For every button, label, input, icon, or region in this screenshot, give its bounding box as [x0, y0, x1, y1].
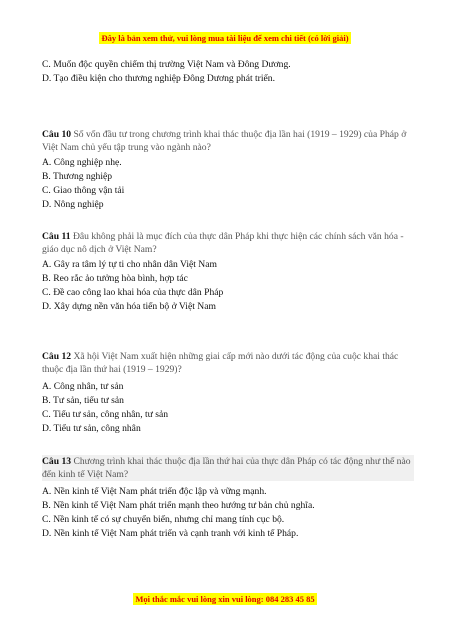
- question-number: Câu 11: [42, 231, 71, 242]
- question-text: Chương trình khai thác thuộc địa lần thứ hai của thực dân Pháp có tác động như thế nào đến kinh tế Việt Nam?: [42, 456, 411, 480]
- q12-option-d: D. Tiểu tư sản, công nhân: [42, 423, 141, 434]
- question-number: Câu 10: [42, 129, 72, 140]
- q10-option-b: B. Thương nghiệp: [42, 171, 113, 182]
- q11-option-d: D. Xây dựng nền văn hóa tiến bộ ở Việt Nam: [42, 301, 216, 312]
- q11-option-b: B. Reo rắc ảo tưởng hòa bình, hợp tác: [42, 273, 188, 284]
- question-text: Xã hội Việt Nam xuất hiện những giai cấp mới nào dưới tác động của cuộc khai thác thuộc địa lần thứ hai (1919 – 1929)?: [42, 351, 399, 375]
- q13-option-c: C. Nền kinh tế có sự chuyển biến, nhưng chỉ mang tính cục bộ.: [42, 514, 285, 525]
- question-number: Câu 13: [42, 456, 72, 467]
- q13-option-d: D. Nền kinh tế Việt Nam phát triển và cạnh tranh với kinh tế Pháp.: [42, 528, 299, 539]
- q10-option-a: A. Công nghiệp nhẹ.: [42, 157, 122, 168]
- prev-option-c: C. Muốn độc quyền chiếm thị trường Việt Nam và Đông Dương.: [42, 59, 291, 70]
- q10-option-c: C. Giao thông vận tải: [42, 185, 125, 196]
- question-text: Số vốn đầu tư trong chương trình khai thác thuộc địa lần hai (1919 – 1929) của Pháp ở Việt Nam chủ yếu tập trung vào ngành nào?: [42, 129, 407, 153]
- question-10: [42, 128, 414, 154]
- question-12: [42, 350, 414, 376]
- q11-option-c: C. Đề cao công lao khai hóa của thực dân Pháp: [42, 287, 224, 298]
- prev-option-d: D. Tạo điều kiện cho thương nghiệp Đông Dương phát triển.: [42, 73, 275, 84]
- contact-text: Mọi thắc mắc vui lòng xin vui lòng: 084 283 45 85: [135, 594, 315, 604]
- q10-option-d: D. Nông nghiệp: [42, 199, 104, 210]
- question-number: Câu 12: [42, 351, 72, 362]
- q12-option-b: B. Tư sản, tiểu tư sản: [42, 395, 124, 406]
- q12-option-c: C. Tiểu tư sản, công nhân, tư sản: [42, 409, 169, 420]
- q12-option-a: A. Công nhân, tư sản: [42, 381, 124, 392]
- contact-footer: [0, 589, 450, 607]
- question-13: [42, 455, 414, 481]
- preview-notice-text: Đây là bản xem thử, vui lòng mua tài liệu để xem chi tiết (có lời giải): [101, 33, 349, 43]
- q13-option-a: A. Nền kinh tế Việt Nam phát triển độc lập và vững mạnh.: [42, 486, 267, 497]
- question-11: [42, 230, 414, 256]
- question-text: Đâu không phải là mục đích của thực dân Pháp khi thực hiện các chính sách văn hóa - giáo dục nô dịch ở Việt Nam?: [42, 231, 404, 255]
- q11-option-a: A. Gây ra tâm lý tự ti cho nhân dân Việt Nam: [42, 259, 217, 270]
- preview-notice-banner: [0, 28, 450, 46]
- q13-option-b: B. Nền kinh tế Việt Nam phát triển mạnh theo hướng tư bản chủ nghĩa.: [42, 500, 315, 511]
